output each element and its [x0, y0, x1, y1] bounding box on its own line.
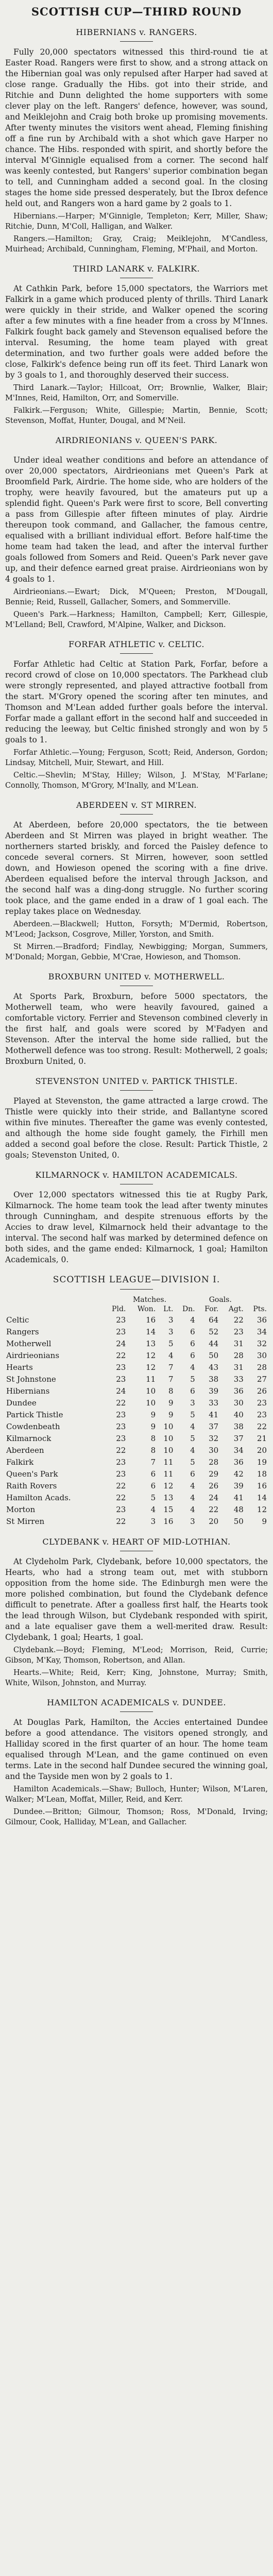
report-body: Forfar Athletic had Celtic at Station Park, Forfar, before a record crowd of close on 10,000 spectators. The Parkhead club were strongly represented, and played attractive football from the start. M'Grory opened the scoring after ten minutes, and Thomson and M'Lean added further goals before the interval. Forfar made a gallant effort in the second half and succeeded in reducing the leeway, but Celtic finished strongly and won by 5 goals to 1.: [5, 659, 268, 744]
report-heading: BROXBURN UNITED v. MOTHERWELL.: [48, 972, 225, 981]
league-stat: 23: [257, 1410, 267, 1419]
league-stat: 30: [257, 1351, 267, 1360]
league-stat: 12: [146, 1351, 156, 1360]
league-stat: 11: [163, 1458, 174, 1467]
league-stat: 43: [209, 1363, 219, 1372]
league-stat: 34: [257, 1327, 267, 1336]
report-heading: AIRDRIEONIANS v. QUEEN'S PARK.: [55, 435, 218, 445]
report-body: At Cathkin Park, before 15,000 spectators, the Warriors met Falkirk in a game which produced plenty of thrills. Third Lanark were quickly in their stride, and Walker opened the scoring after a few minutes with a fine header from a cross by M'Innes. Falkirk fought back gamely and Stevenson equalised before the interval. Resuming, the home team played with great determination, and two further goals were added before the close, Falkirk's defence being run off its feet. Third Lanark won by 3 goals to 1, and thoroughly deserved their success.: [5, 284, 268, 380]
team-lineup: St Mirren.—Bradford; Findlay, Newbigging; Morgan, Summers, M'Donald; Morgan, Gebbie, M'Crae, Howieson, and Thomson.: [5, 943, 268, 961]
league-table-row: [5, 1326, 268, 1338]
league-stat: 22: [209, 1505, 219, 1514]
report-body: Fully 20,000 spectators witnessed this third-round tie at Easter Road. Rangers were first to show, and a strong attack on the Hibernian goal was only repulsed after Harper had saved at close range. Gradually the Hibs. got into their stride, and Ritchie and Dunn delighted the home supporters with some clever play on the left. Rangers' defence, however, was sound, and Meiklejohn and Craig both broke up promising movements. After twenty minutes the visitors went ahead, Fleming finishing off a fine run by Archibald with a shot which gave Harper no chance. The Hibs. responded with spirit, and shortly before the interval M'Ginnigle equalised from a corner. The second half was keenly contested, but Rangers' superior combination began to tell, and Cunningham added a second goal. In the closing stages the home side pressed desperately, but the Ibrox defence held out, and Rangers won a hard game by 2 goals to 1.: [5, 47, 268, 208]
league-table-row: [5, 1504, 268, 1516]
league-stat: 41: [233, 1493, 244, 1502]
league-stat: 36: [233, 1458, 244, 1467]
league-stat: 4: [190, 1481, 195, 1490]
team-lineup: Forfar Athletic.—Young; Ferguson, Scott; Reid, Anderson, Gordon; Lindsay, Mitchell, Muir, Stewart, and Hill.: [5, 749, 268, 767]
team-lineup: Aberdeen.—Blackwell; Hutton, Forsyth; M'Dermid, Robertson, M'Leod; Jackson, Cosgrove, Miller, Yorston, and Smith.: [5, 920, 268, 939]
match-report: [5, 639, 268, 791]
league-stat: 37: [209, 1422, 219, 1431]
team-name: Hibernians: [6, 1386, 50, 1396]
match-report: [5, 800, 268, 962]
league-table-goals-label: Goals.: [209, 1296, 232, 1304]
league-stat: 5: [190, 1458, 195, 1467]
league-table-head: [5, 1295, 268, 1314]
league-stat: 44: [209, 1339, 219, 1348]
league-stat: 13: [163, 1493, 174, 1502]
team-name: Rangers: [6, 1327, 39, 1336]
report-heading: THIRD LANARK v. FALKIRK.: [73, 264, 200, 274]
league-stat: 4: [190, 1315, 195, 1325]
divider: [120, 1289, 153, 1290]
league-table-row: [5, 1480, 268, 1492]
league-table-row: [5, 1350, 268, 1362]
league-stat: 3: [168, 1327, 174, 1336]
report-heading: STEVENSTON UNITED v. PARTICK THISTLE.: [35, 1076, 238, 1086]
league-column-header: Pts.: [253, 1305, 267, 1313]
league-stat: 22: [116, 1398, 126, 1408]
league-stat: 22: [116, 1446, 126, 1455]
league-stat: 4: [190, 1493, 195, 1502]
team-name: Morton: [6, 1505, 36, 1514]
league-column-header: Agt.: [228, 1305, 244, 1313]
league-column-header: Dn.: [182, 1305, 195, 1313]
league-stat: 5: [150, 1493, 156, 1502]
league-stat: 28: [209, 1458, 219, 1467]
league-stat: 23: [116, 1315, 126, 1325]
league-stat: 22: [257, 1422, 267, 1431]
league-stat: 42: [233, 1469, 244, 1479]
league-stat: 6: [190, 1327, 195, 1336]
league-stat: 4: [190, 1363, 195, 1372]
league-table-team-header: [5, 1304, 103, 1314]
league-stat: 9: [168, 1398, 174, 1408]
league-stat: 23: [116, 1434, 126, 1443]
team-lineup: Celtic.—Shevlin; M'Stay, Hilley; Wilson, J. M'Stay, M'Farlane; Connolly, Thomson, M'Grory, M'Inally, and M'Lean.: [5, 771, 268, 790]
team-name: St Johnstone: [6, 1375, 56, 1384]
league-stat: 38: [233, 1422, 244, 1431]
divider: [120, 449, 153, 450]
league-stat: 24: [209, 1493, 219, 1502]
league-stat: 30: [233, 1398, 244, 1408]
match-report: [5, 264, 268, 426]
league-table-row: [5, 1421, 268, 1433]
team-name: Aberdeen: [6, 1446, 44, 1455]
league-stat: 10: [163, 1434, 174, 1443]
league-stat: 11: [146, 1375, 156, 1384]
league-table-row: [5, 1468, 268, 1480]
league-stat: 22: [116, 1351, 126, 1360]
league-stat: 4: [190, 1422, 195, 1431]
team-name: Hamilton Acads.: [6, 1493, 71, 1502]
league-stat: 30: [209, 1446, 219, 1455]
team-lineup: Hibernians.—Harper; M'Ginnigle, Templeton; Kerr, Miller, Shaw; Ritchie, Dunn, M'Coll, Halligan, and Walker.: [5, 212, 268, 231]
league-stat: 24: [116, 1386, 126, 1396]
league-stat: 37: [233, 1434, 244, 1443]
league-stat: 14: [146, 1327, 156, 1336]
team-lineup: Hearts.—White; Reid, Kerr; King, Johnstone, Murray; Smith, White, Wilson, Johnston, and Murray.: [5, 1669, 268, 1687]
league-stat: 3: [190, 1517, 195, 1526]
league-column-header: For.: [204, 1305, 219, 1313]
divider: [120, 1711, 153, 1712]
league-stat: 23: [233, 1327, 244, 1336]
league-stat: 21: [257, 1434, 267, 1443]
team-name: Motherwell: [6, 1339, 52, 1348]
league-stat: 33: [233, 1375, 244, 1384]
league-stat: 31: [233, 1339, 244, 1348]
league-stat: 19: [257, 1458, 267, 1467]
league-table-group-row: [5, 1295, 268, 1304]
league-stat: 41: [209, 1410, 219, 1419]
team-lineup: Hamilton Academicals.—Shaw; Bulloch, Hunter; Wilson, M'Laren, Walker; M'Lean, Moffat, Miller, Reid, and Kerr.: [5, 1785, 268, 1804]
league-stat: 52: [209, 1327, 219, 1336]
match-report: [5, 435, 268, 630]
league-stat: 34: [233, 1446, 244, 1455]
league-table-row: [5, 1433, 268, 1445]
league-heading: SCOTTISH LEAGUE—DIVISION I.: [53, 1275, 220, 1285]
report-body: Over 12,000 spectators witnessed this tie at Rugby Park, Kilmarnock. The home team took the lead after twenty minutes through Cunningham, and despite strenuous efforts by the Accies to draw level, Kilmarnock held their advantage to the interval. The second half was marked by determined defence on both sides, and the game ended: Kilmarnock, 1 goal; Hamilton Academicals, 0.: [5, 1190, 268, 1264]
league-table-column-row: [5, 1304, 268, 1314]
team-name: Raith Rovers: [6, 1481, 57, 1490]
league-stat: 4: [150, 1505, 156, 1514]
league-stat: 7: [150, 1458, 156, 1467]
league-stat: 16: [146, 1315, 156, 1325]
match-report: [5, 1076, 268, 1161]
league-stat: 15: [163, 1505, 174, 1514]
report-heading: ABERDEEN v. ST MIRREN.: [76, 800, 197, 810]
league-table-row: [5, 1338, 268, 1350]
league-stat: 50: [233, 1517, 244, 1526]
match-report: [5, 1537, 268, 1688]
league-stat: 5: [190, 1434, 195, 1443]
league-stat: 6: [190, 1469, 195, 1479]
league-stat: 6: [190, 1386, 195, 1396]
league-stat: 5: [190, 1375, 195, 1384]
team-lineup: Third Lanark.—Taylor; Hillcoat, Orr; Brownlie, Walker, Blair; M'Innes, Reid, Hamilton, Orr, and Somerville.: [5, 384, 268, 402]
league-column-header: Won.: [137, 1305, 156, 1313]
team-name: Celtic: [6, 1315, 29, 1325]
league-stat: 7: [168, 1363, 174, 1372]
league-stat: 28: [233, 1351, 244, 1360]
league-stat: 64: [209, 1315, 219, 1325]
league-stat: 11: [163, 1469, 174, 1479]
league-stat: 33: [209, 1398, 219, 1408]
report-body: At Aberdeen, before 20,000 spectators, the tie between Aberdeen and St Mirren was played in bright weather. The northerners started briskly, and forced the Paisley defence to concede several corners. St Mirren, however, soon settled down, and Howieson opened the scoring with a fine drive. Aberdeen equalised before the interval through Jackson, and the second half was a ding-dong struggle. No further scoring took place, and the game ended in a draw of 1 goal each. The replay takes place on Wednesday.: [5, 820, 268, 916]
report-body: At Clydeholm Park, Clydebank, before 10,000 spectators, the Hearts, who had a strong team out, met with stubborn opposition from the home side. The Edinburgh men were the more polished combination, but found the Clydebank defence difficult to penetrate. After a goalless first half, the Hearts took the lead through Wilson, but Clydebank responded with spirit, and a late equaliser gave them a well-merited draw. Result: Clydebank, 1 goal; Hearts, 1 goal.: [5, 1557, 268, 1642]
league-table-row: [5, 1516, 268, 1528]
league-stat: 8: [150, 1446, 156, 1455]
league-stat: 3: [190, 1398, 195, 1408]
league-stat: 23: [116, 1410, 126, 1419]
divider: [120, 41, 153, 42]
league-stat: 12: [163, 1481, 174, 1490]
league-table-row: [5, 1409, 268, 1421]
league-stat: 9: [150, 1410, 156, 1419]
league-stat: 23: [116, 1505, 126, 1514]
league-stat: 20: [257, 1446, 267, 1455]
league-table: [5, 1295, 268, 1528]
late-match-reports: [5, 1537, 268, 1827]
league-stat: 39: [209, 1386, 219, 1396]
team-name: Airdrieonians: [6, 1351, 60, 1360]
league-stat: 22: [116, 1517, 126, 1526]
league-table-matches-label: Matches.: [132, 1296, 167, 1304]
league-table-row: [5, 1314, 268, 1326]
league-stat: 16: [257, 1481, 267, 1490]
league-table-row: [5, 1492, 268, 1504]
team-lineup: Queen's Park.—Harkness; Hamilton, Campbell; Kerr, Gillespie, M'Lelland; Bell, Crawford, M'Alpine, Walker, and Dickson.: [5, 611, 268, 629]
league-stat: 38: [209, 1375, 219, 1384]
league-stat: 23: [116, 1458, 126, 1467]
match-report: [5, 27, 268, 255]
league-stat: 48: [233, 1505, 244, 1514]
divider: [120, 814, 153, 815]
league-table-row: [5, 1445, 268, 1456]
match-report: [5, 1170, 268, 1265]
league-stat: 9: [168, 1410, 174, 1419]
league-stat: 4: [190, 1446, 195, 1455]
league-stat: 23: [116, 1469, 126, 1479]
league-stat: 22: [116, 1481, 126, 1490]
team-lineup: Dundee.—Britton; Gilmour, Thomson; Ross, M'Donald, Irving; Gilmour, Cook, Halliday, M'Lean, and Gallacher.: [5, 1808, 268, 1826]
league-stat: 40: [233, 1410, 244, 1419]
team-lineup: Falkirk.—Ferguson; White, Gillespie; Martin, Bennie, Scott; Stevenson, Moffat, Hunter, Dougal, and M'Neil.: [5, 406, 268, 425]
team-name: St Mirren: [6, 1517, 45, 1526]
divider: [120, 1090, 153, 1091]
league-stat: 50: [209, 1351, 219, 1360]
team-lineup: Airdrieonians.—Ewart; Dick, M'Queen; Preston, M'Dougall, Bennie; Reid, Russell, Gallacher, Somers, and Sommerville.: [5, 588, 268, 606]
league-table-row: [5, 1362, 268, 1374]
league-table-spacer: [5, 1295, 103, 1304]
league-stat: 36: [233, 1386, 244, 1396]
league-stat: 39: [233, 1481, 244, 1490]
league-stat: 23: [116, 1375, 126, 1384]
league-stat: 14: [257, 1493, 267, 1502]
match-reports: [5, 27, 268, 1265]
league-stat: 23: [116, 1422, 126, 1431]
report-body: Played at Stevenston, the game attracted a large crowd. The Thistle were quickly into their stride, and Ballantyne scored within five minutes. Thereafter the game was evenly contested, and although the home side fought gamely, the Firhill men added a second goal before the close. Result: Partick Thistle, 2 goals; Stevenston United, 0.: [5, 1096, 268, 1160]
league-stat: 22: [116, 1493, 126, 1502]
league-stat: 3: [168, 1315, 174, 1325]
team-name: Falkirk: [6, 1458, 34, 1467]
league-stat: 23: [116, 1363, 126, 1372]
league-table-row: [5, 1397, 268, 1409]
league-stat: 5: [168, 1339, 174, 1348]
league-stat: 36: [257, 1315, 267, 1325]
league-stat: 24: [116, 1339, 126, 1348]
report-body: At Sports Park, Broxburn, before 5000 spectators, the Motherwell team, who were heavily favoured, gained a comfortable victory. Ferrier and Stevenson combined cleverly in the first half, and goals were scored by M'Fadyen and Stevenson. After the interval the home side rallied, but the Motherwell defence was too strong. Result: Motherwell, 2 goals; Broxburn United, 0.: [5, 992, 268, 1066]
report-heading: KILMARNOCK v. HAMILTON ACADEMICALS.: [35, 1170, 238, 1180]
team-name: Kilmarnock: [6, 1434, 52, 1443]
league-stat: 16: [163, 1517, 174, 1526]
league-stat: 22: [233, 1315, 244, 1325]
league-stat: 8: [150, 1434, 156, 1443]
team-name: Dundee: [6, 1398, 37, 1408]
league-stat: 10: [163, 1446, 174, 1455]
league-table-spacer: [245, 1295, 268, 1304]
league-stat: 4: [168, 1351, 174, 1360]
league-stat: 26: [209, 1481, 219, 1490]
league-column-header: Lt.: [163, 1305, 174, 1313]
league-stat: 8: [168, 1386, 174, 1396]
league-table-row: [5, 1374, 268, 1385]
team-name: Partick Thistle: [6, 1410, 63, 1419]
match-report: [5, 1698, 268, 1827]
league-stat: 6: [190, 1351, 195, 1360]
league-stat: 27: [257, 1375, 267, 1384]
team-name: Queen's Park: [6, 1469, 58, 1479]
league-stat: 32: [209, 1434, 219, 1443]
league-stat: 9: [262, 1517, 267, 1526]
league-stat: 9: [150, 1422, 156, 1431]
league-stat: 6: [150, 1469, 156, 1479]
divider: [120, 653, 153, 654]
league-stat: 6: [190, 1339, 195, 1348]
league-stat: 23: [116, 1327, 126, 1336]
team-lineup: Clydebank.—Boyd; Fleming, M'Leod; Morrison, Reid, Currie; Gibson, M'Kay, Thomson, Robertson, and Allan.: [5, 1646, 268, 1665]
league-table-row: [5, 1385, 268, 1397]
league-stat: 10: [146, 1386, 156, 1396]
report-body: At Douglas Park, Hamilton, the Accies entertained Dundee before a good attendance. The visitors opened strongly, and Halliday scored in the first quarter of an hour. The home team equalised through M'Lean, and the game continued on even terms. Late in the second half Dundee secured the winning goal, and the Tayside men won by 2 goals to 1.: [5, 1718, 268, 1781]
league-stat: 28: [257, 1363, 267, 1372]
league-stat: 20: [209, 1517, 219, 1526]
report-heading: CLYDEBANK v. HEART OF MID-LOTHIAN.: [42, 1537, 231, 1547]
league-stat: 12: [257, 1505, 267, 1514]
league-stat: 12: [146, 1363, 156, 1372]
league-column-header: Pld.: [112, 1305, 126, 1313]
league-stat: 29: [209, 1469, 219, 1479]
league-table-body: [5, 1314, 268, 1528]
league-stat: 32: [257, 1339, 267, 1348]
team-lineup: Rangers.—Hamilton; Gray, Craig; Meiklejohn, M'Candless, Muirhead; Archibald, Cunningham, Fleming, M'Phail, and Morton.: [5, 235, 268, 253]
league-stat: 10: [146, 1398, 156, 1408]
page-title: SCOTTISH CUP—THIRD ROUND: [31, 5, 242, 18]
league-stat: 3: [150, 1517, 156, 1526]
league-stat: 5: [190, 1410, 195, 1419]
report-body: Under ideal weather conditions and before an attendance of over 20,000 spectators, Airdrieonians met Queen's Park at Broomfield Park, Airdrie. The home side, who are holders of the trophy, were heavily favoured, but the amateurs put up a splendid fight. Queen's Park were first to score, Bell converting a pass from Gillespie after fifteen minutes of play. Airdrie thereupon took command, and Gallacher, the famous centre, equalised with a brilliant individual effort. Before half-time the home team had taken the lead, and after the interval further goals followed from Somers and Reid. Queen's Park never gave up, and their defence earned great praise. Airdrieonians won by 4 goals to 1.: [5, 455, 268, 584]
team-name: Hearts: [6, 1363, 33, 1372]
league-stat: 6: [150, 1481, 156, 1490]
league-stat: 23: [257, 1398, 267, 1408]
team-name: Cowdenbeath: [6, 1422, 60, 1431]
league-stat: 7: [168, 1375, 174, 1384]
report-heading: HIBERNIANS v. RANGERS.: [76, 27, 197, 37]
report-heading: FORFAR ATHLETIC v. CELTIC.: [69, 639, 204, 649]
league-stat: 10: [163, 1422, 174, 1431]
league-stat: 31: [233, 1363, 244, 1372]
league-stat: 26: [257, 1386, 267, 1396]
league-stat: 4: [190, 1505, 195, 1514]
league-table-row: [5, 1456, 268, 1468]
match-report: [5, 972, 268, 1067]
league-stat: 18: [257, 1469, 267, 1479]
league-stat: 13: [146, 1339, 156, 1348]
report-heading: HAMILTON ACADEMICALS v. DUNDEE.: [47, 1698, 226, 1707]
